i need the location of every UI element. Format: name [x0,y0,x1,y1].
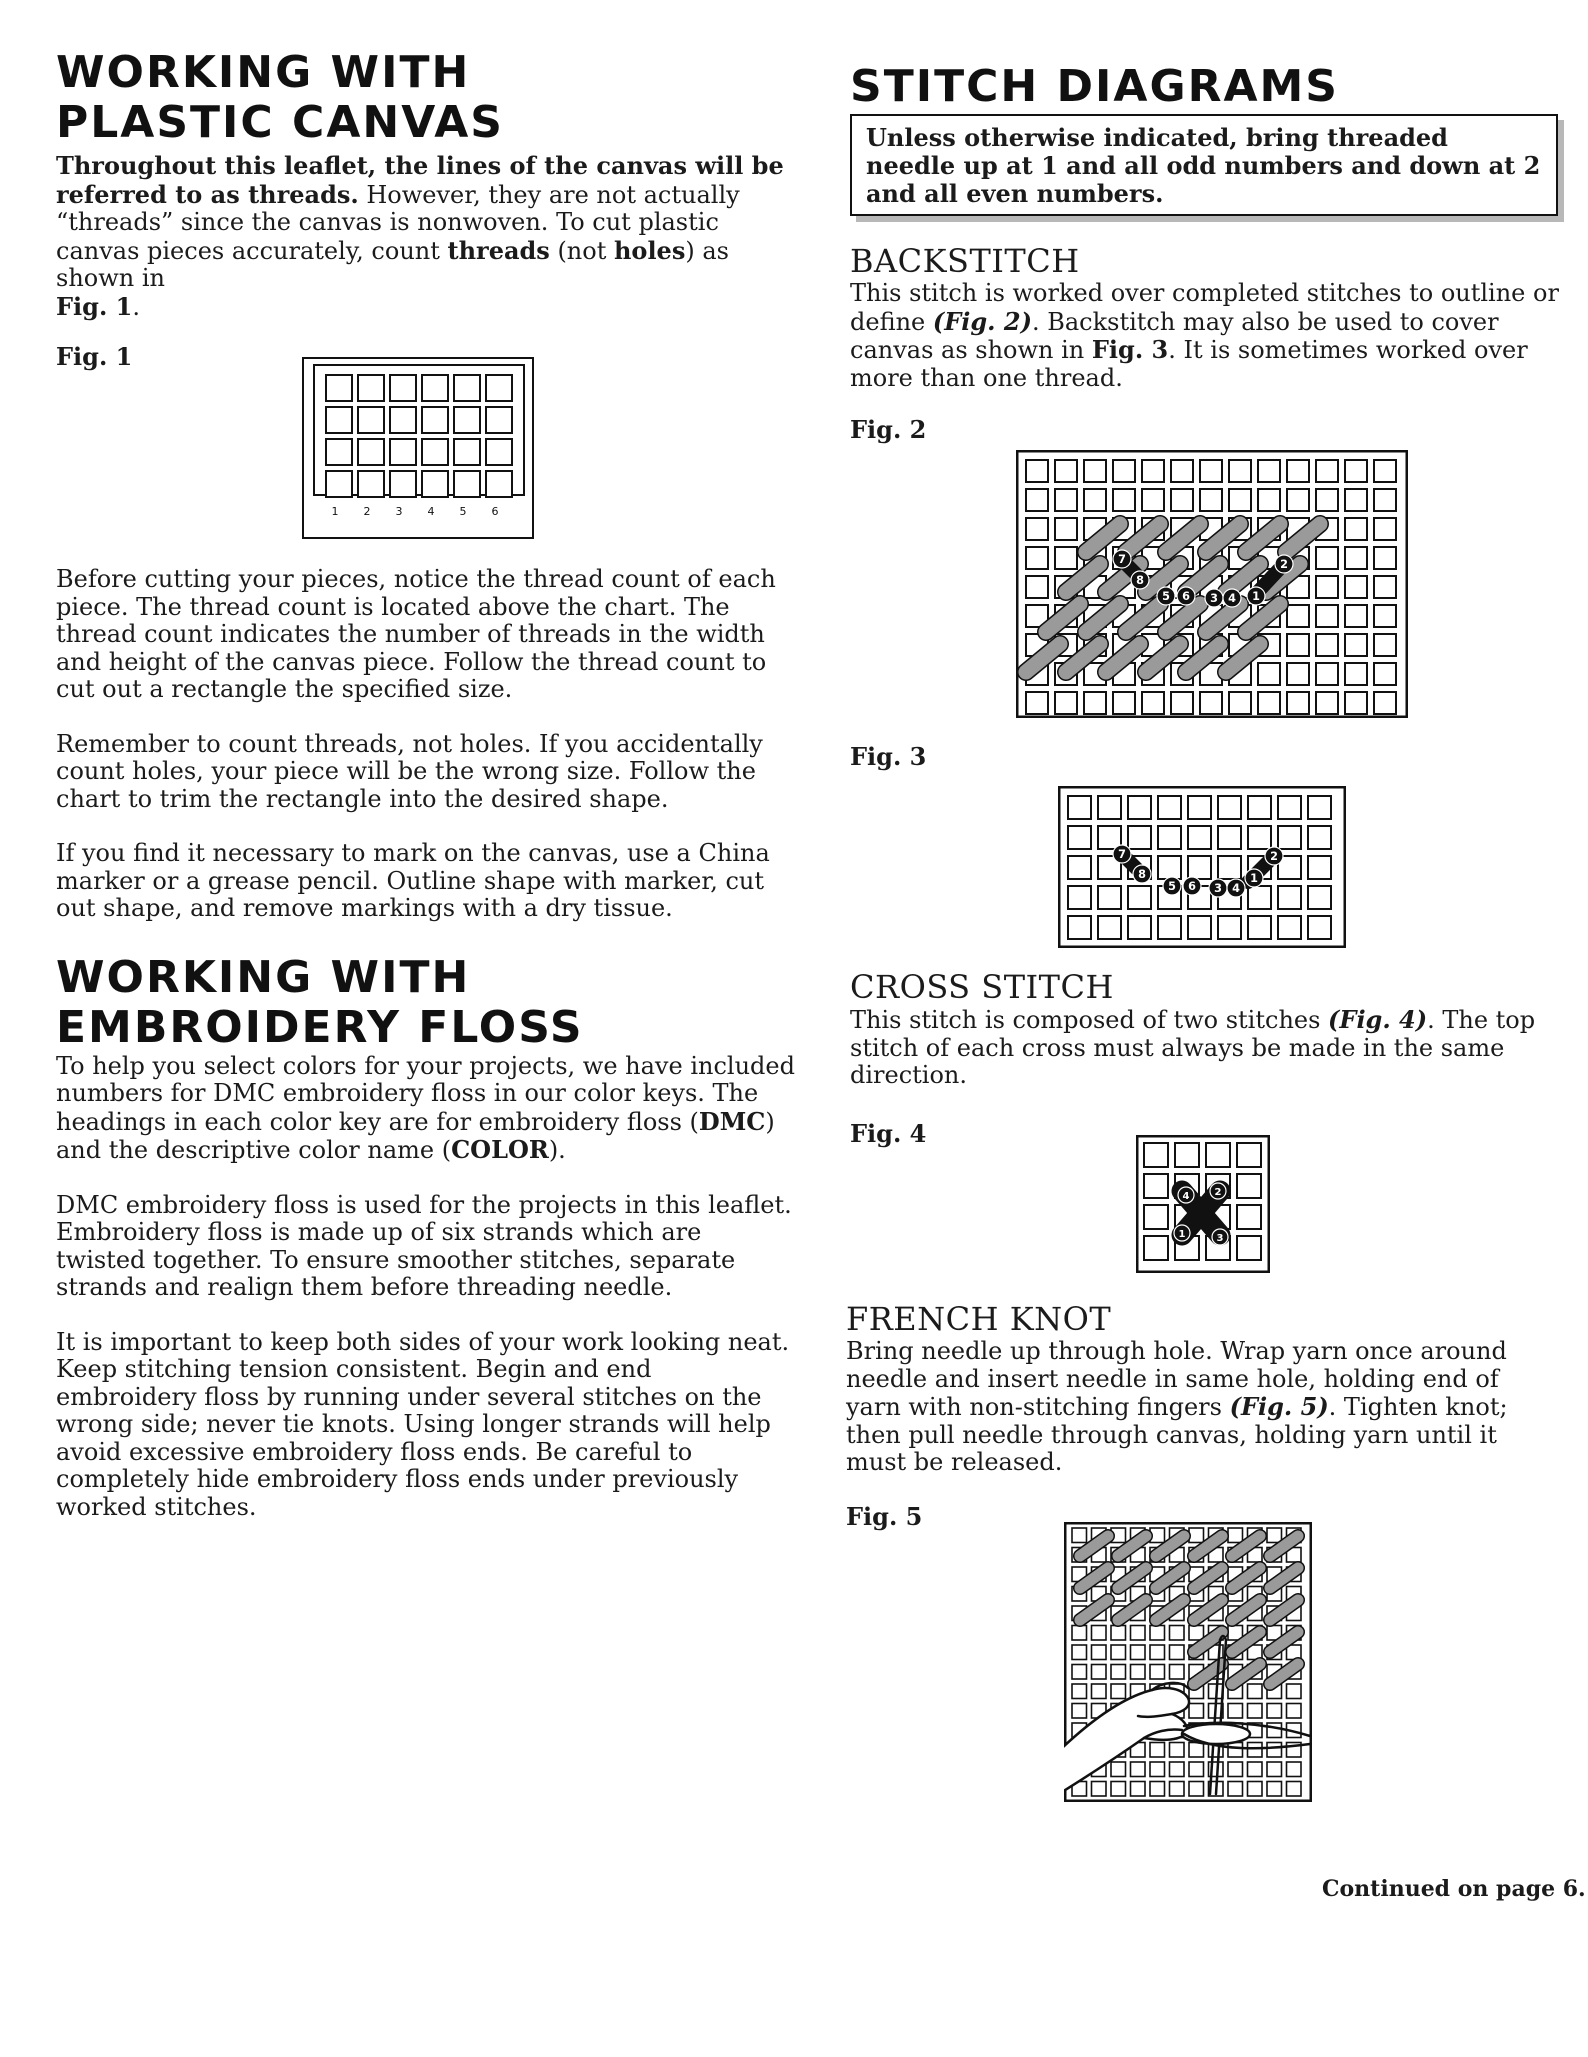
cross-stitch-section [850,968,1560,1147]
canvas-hole [1144,1236,1168,1260]
canvas-hole [1072,1645,1087,1660]
stitch-number: 3 [1210,592,1218,605]
canvas-hole [1098,886,1121,909]
canvas-hole [422,375,448,401]
canvas-hole [326,407,352,433]
canvas-hole [1113,460,1135,482]
canvas-hole [1084,692,1106,714]
canvas-hole [1200,489,1222,511]
canvas-hole [1374,460,1396,482]
canvas-hole [1189,1528,1204,1543]
canvas-hole [1055,692,1077,714]
canvas-hole [486,375,512,401]
canvas-hole [1228,1743,1243,1758]
canvas-hole [422,471,448,497]
canvas-hole [1345,692,1367,714]
fig5-french-knot-diagram [1064,1522,1312,1802]
stitch-number: 8 [1136,574,1144,587]
canvas-hole [1308,796,1331,819]
canvas-hole [1237,1143,1261,1167]
canvas-hole [486,471,512,497]
intro-text: (not [549,236,614,265]
intro-threads: threads [447,235,550,265]
stitch-number: 5 [1168,880,1176,893]
canvas-hole [1068,856,1091,879]
canvas-hole [1072,1684,1087,1699]
canvas-hole [1170,1782,1185,1797]
canvas-hole [326,375,352,401]
canvas-hole [1188,796,1211,819]
fig1-number: 3 [395,505,403,518]
canvas-hole [390,471,416,497]
paragraph-thread-count: Before cutting your pieces, notice the thread count of each piece. The thread count is located above the chart. The thread count indicates the number of threads in the width and height of the canvas piece. Follow the thread count to cut out a rectangle the specified size. [56,565,776,703]
heading-line: PLASTIC CANVAS [56,97,504,148]
canvas-hole [1316,692,1338,714]
canvas-hole [1084,460,1106,482]
canvas-hole [1374,605,1396,627]
fig1-number: 1 [331,505,339,518]
canvas-hole [326,471,352,497]
canvas-hole [1055,518,1077,540]
canvas-hole [1229,460,1251,482]
continued-note: Continued on page 6. [1322,1876,1586,1902]
canvas-hole [1345,518,1367,540]
canvas-hole [1150,1762,1165,1777]
instruction-note-box [850,114,1558,216]
canvas-hole [1131,1626,1146,1641]
canvas-hole [1316,605,1338,627]
canvas-hole [1267,1743,1282,1758]
canvas-hole [1098,796,1121,819]
canvas-hole [1374,692,1396,714]
canvas-hole [1374,634,1396,656]
canvas-hole [1258,489,1280,511]
stitch-number: 2 [1214,1187,1222,1198]
canvas-hole [390,375,416,401]
cross-stitch-paragraph [850,1006,1560,1090]
canvas-hole [1228,1528,1243,1543]
heading-line: EMBROIDERY FLOSS [56,1001,584,1053]
fig1-canvas-diagram [302,357,534,539]
intro-bold: Throughout this leaflet, the lines of the canvas will be referred to as threads. [56,151,784,209]
canvas-hole [1308,856,1331,879]
canvas-hole [1026,692,1048,714]
canvas-hole [1345,605,1367,627]
floss-paragraph-1 [56,1053,796,1165]
canvas-hole [1188,916,1211,939]
canvas-hole [1068,886,1091,909]
fig1-number: 6 [491,505,499,518]
floss-dmc: DMC [698,1106,766,1136]
canvas-hole [1142,460,1164,482]
canvas-hole [1374,489,1396,511]
canvas-hole [1258,460,1280,482]
canvas-hole [1267,1704,1282,1719]
canvas-hole [1248,1782,1263,1797]
stitch-number: 4 [1232,882,1240,895]
canvas-hole [1068,916,1091,939]
fig4-label: Fig. 4 [850,1118,927,1148]
canvas-hole [1316,460,1338,482]
canvas-hole [1189,1762,1204,1777]
canvas-hole [1144,1143,1168,1167]
heading-stitch-diagrams: STITCH DIAGRAMS [850,61,1339,112]
stitch-number: 6 [1188,880,1196,893]
canvas-hole [1308,886,1331,909]
canvas-hole [1228,1782,1243,1797]
canvas-hole [1287,1782,1302,1797]
canvas-hole [1229,692,1251,714]
canvas-hole [1131,1762,1146,1777]
note-text: 2 [1523,151,1541,180]
canvas-hole [1237,1205,1261,1229]
french-knot-section [846,1300,1560,1530]
canvas-hole [1072,1626,1087,1641]
canvas-hole [1170,1626,1185,1641]
canvas-hole [1171,489,1193,511]
note-text: Unless otherwise indicated, bring threaded needle up at [866,123,1448,180]
canvas-hole [1267,1723,1282,1738]
canvas-hole [326,439,352,465]
canvas-hole [1144,1174,1168,1198]
canvas-hole [1128,886,1151,909]
canvas-hole [1142,489,1164,511]
canvas-hole [1316,489,1338,511]
backstitch-fig-ref: Fig. 3 [1091,335,1169,364]
canvas-hole [1092,1684,1107,1699]
canvas-hole [1068,796,1091,819]
paragraph-marking: If you find it necessary to mark on the canvas, use a China marker or a grease pencil. Outline shape with marker, cut out shape, and remove markings with a dry tissue. [56,839,770,922]
canvas-hole [486,407,512,433]
canvas-hole [1248,1704,1263,1719]
canvas-hole [1308,826,1331,849]
fig1-number: 2 [363,505,371,518]
canvas-hole [1111,1645,1126,1660]
canvas-hole [1111,1626,1126,1641]
canvas-hole [1026,576,1048,598]
stitch-number: 7 [1118,553,1126,566]
canvas-hole [1258,663,1280,685]
canvas-hole [1374,518,1396,540]
canvas-hole [1171,460,1193,482]
canvas-hole [454,407,480,433]
canvas-hole [1287,692,1309,714]
left-column [56,48,796,371]
floss-paragraph-2: DMC embroidery floss is used for the projects in this leaflet. Embroidery floss is made up of six strands which are twisted together. To ensure smoother stitches, separate strands and realign them before threading needle. [56,1190,792,1301]
canvas-hole [390,439,416,465]
fig2-label: Fig. 2 [850,415,927,444]
canvas-hole [358,375,384,401]
canvas-hole [1316,547,1338,569]
floss-text: ). [548,1136,566,1164]
canvas-hole [1150,1626,1165,1641]
fig5-label: Fig. 5 [846,1501,923,1531]
canvas-hole [1267,1762,1282,1777]
cross-fig-ref: (Fig. 4) [1328,1005,1428,1034]
canvas-hole [1072,1704,1087,1719]
stitch-number: 3 [1216,1233,1224,1244]
paragraph-remember: Remember to count threads, not holes. If you accidentally count holes, your piece will be the wrong size. Follow the chart to trim the rectangle into the desired shape. [56,729,763,813]
canvas-hole [1287,663,1309,685]
canvas-hole [1072,1528,1087,1543]
stitch-number: 8 [1138,868,1146,881]
intro-paragraph [56,152,796,321]
canvas-hole [1278,796,1301,819]
stitch-number: 5 [1162,590,1170,603]
canvas-hole [1111,1762,1126,1777]
canvas-hole [1287,1704,1302,1719]
intro-text: ) as shown in [56,236,729,292]
canvas-hole [1171,692,1193,714]
cross-stitch-title: CROSS STITCH [850,968,1114,1006]
canvas-hole [1188,856,1211,879]
floss-text: ) and the descriptive color name ( [56,1107,775,1164]
note-text: numbers. [1028,179,1164,208]
heading-embroidery-floss [56,953,796,1053]
fig3-label: Fig. 3 [850,742,927,771]
canvas-hole [1345,576,1367,598]
cross-text: . The top stitch of each cross must always be made in the same direction. [850,1006,1536,1089]
canvas-hole [1278,826,1301,849]
canvas-hole [1158,916,1181,939]
canvas-hole [486,439,512,465]
canvas-hole [1150,1743,1165,1758]
floss-color: COLOR [451,1135,549,1164]
canvas-hole [1158,826,1181,849]
stitch-number: 4 [1228,592,1236,605]
canvas-hole [358,407,384,433]
canvas-hole [1189,1626,1204,1641]
canvas-hole [1131,1665,1146,1680]
canvas-hole [1267,1782,1282,1797]
canvas-hole [1188,826,1211,849]
canvas-hole [1189,1782,1204,1797]
canvas-hole [1248,1762,1263,1777]
stitch-number: 2 [1280,558,1288,571]
canvas-hole [454,439,480,465]
canvas-hole [1287,1762,1302,1777]
note-text: even [966,179,1029,208]
heading-line: WORKING WITH [56,47,471,98]
stitch-number: 3 [1214,882,1222,895]
canvas-hole [1128,796,1151,819]
canvas-hole [1092,1626,1107,1641]
canvas-hole [1278,916,1301,939]
cross-text: This stitch is composed of two stitches [850,1006,1329,1034]
fig3-backstitch-diagram [1058,786,1346,948]
canvas-hole [358,471,384,497]
canvas-hole [1248,1684,1263,1699]
stitch-number: 1 [1178,1229,1186,1240]
fig2-backstitch-diagram [1016,450,1408,718]
fig1-label: Fig. 1 [56,342,133,371]
french-knot-title: FRENCH KNOT [846,1300,1112,1338]
left-body [56,566,796,1521]
stitch-number: 7 [1118,848,1126,861]
canvas-hole [1374,547,1396,569]
note-text: 1 [1041,151,1058,180]
canvas-hole [358,439,384,465]
canvas-hole [1248,916,1271,939]
canvas-hole [1248,796,1271,819]
floss-text: To help you select colors for your projects, we have included numbers for DMC embroidery floss in our color keys. The headings in each color key are for embroidery floss ( [56,1051,795,1136]
canvas-hole [1026,547,1048,569]
canvas-hole [1218,796,1241,819]
canvas-hole [1170,1645,1185,1660]
canvas-hole [1111,1684,1126,1699]
canvas-hole [1055,489,1077,511]
canvas-hole [1287,489,1309,511]
floss-paragraph-3: It is important to keep both sides of your work looking neat. Keep stitching tension consistent. Begin and end embroidery floss by running under several stitches on the wrong side; never tie knots. Using longer strands will help avoid excessive embroidery floss ends. Be careful to completely hide embroidery floss ends under previously worked stitches. [56,1327,790,1521]
canvas-hole [390,407,416,433]
canvas-hole [1308,916,1331,939]
canvas-hole [1218,916,1241,939]
intro-text: However, they are not actually “threads” since the canvas is nonwoven. To cut plastic canvas pieces accurately, count [56,180,740,265]
canvas-hole [1345,547,1367,569]
canvas-hole [1092,1782,1107,1797]
heading-line: WORKING WITH [56,951,471,1003]
fig1-number: 4 [427,505,435,518]
canvas-hole [1150,1782,1165,1797]
canvas-hole [1111,1665,1126,1680]
canvas-hole [1092,1665,1107,1680]
canvas-hole [422,439,448,465]
note-text: numbers and down at [1216,151,1524,180]
canvas-hole [1287,634,1309,656]
canvas-hole [1200,692,1222,714]
canvas-hole [1158,796,1181,819]
intro-text: . [132,292,140,321]
canvas-hole [1248,886,1271,909]
canvas-hole [1068,826,1091,849]
canvas-hole [1055,460,1077,482]
canvas-hole [1248,826,1271,849]
canvas-hole [1218,826,1241,849]
canvas-hole [1144,1205,1168,1229]
canvas-hole [1092,1645,1107,1660]
canvas-hole [1113,489,1135,511]
canvas-hole [454,375,480,401]
canvas-hole [1228,1704,1243,1719]
canvas-hole [1026,518,1048,540]
canvas-hole [1228,1762,1243,1777]
stitch-number: 6 [1182,590,1190,603]
canvas-hole [1267,1528,1282,1543]
backstitch-text: This stitch is worked over completed stitches to outline or define [850,279,1559,336]
backstitch-text: . Backstitch may also be used to cover canvas as shown in [850,307,1499,364]
intro-fig-ref: Fig. 1 [56,291,133,321]
canvas-hole [1345,663,1367,685]
canvas-hole [1229,489,1251,511]
canvas-hole [1098,916,1121,939]
canvas-hole [1374,663,1396,685]
canvas-hole [1170,1743,1185,1758]
canvas-hole [422,407,448,433]
french-text: Bring needle up through hole. Wrap yarn once around needle and insert needle in same hole, holding end of yarn with non-stitching fingers [846,1337,1507,1421]
backstitch-paragraph [850,280,1560,392]
canvas-hole [1345,634,1367,656]
canvas-hole [1287,1684,1302,1699]
canvas-hole [1345,460,1367,482]
canvas-hole [1175,1143,1199,1167]
canvas-hole [1150,1665,1165,1680]
canvas-hole [1142,692,1164,714]
canvas-hole [1150,1645,1165,1660]
fig4-cross-stitch-diagram [1136,1135,1270,1273]
canvas-hole [1084,489,1106,511]
canvas-hole [1218,856,1241,879]
canvas-hole [1287,460,1309,482]
canvas-hole [1170,1762,1185,1777]
canvas-hole [1345,489,1367,511]
canvas-hole [1316,634,1338,656]
canvas-hole [1189,1743,1204,1758]
canvas-hole [1200,460,1222,482]
backstitch-text: . It is sometimes worked over more than one thread. [850,336,1528,392]
canvas-hole [1026,460,1048,482]
canvas-hole [1278,886,1301,909]
canvas-hole [1128,826,1151,849]
canvas-hole [1316,576,1338,598]
french-knot-paragraph [846,1338,1560,1477]
canvas-hole [1170,1665,1185,1680]
canvas-hole [1316,663,1338,685]
canvas-hole [1189,1704,1204,1719]
stitch-number: 1 [1252,590,1260,603]
canvas-hole [1128,916,1151,939]
fig1-number: 5 [459,505,467,518]
canvas-hole [1072,1665,1087,1680]
note-text: and all [866,179,967,208]
note-text: and all [1057,151,1167,180]
canvas-hole [1026,489,1048,511]
stitch-number: 4 [1182,1191,1190,1202]
stitch-number: 1 [1250,872,1258,885]
right-column [850,62,1560,444]
canvas-hole [1237,1236,1261,1260]
canvas-hole [1248,1743,1263,1758]
stitch-number: 2 [1270,850,1278,863]
canvas-hole [1055,547,1077,569]
canvas-hole [1206,1143,1230,1167]
intro-holes: holes [613,235,686,265]
canvas-hole [454,471,480,497]
backstitch-fig-ref: (Fig. 2) [932,306,1032,336]
canvas-hole [1258,692,1280,714]
canvas-hole [1158,856,1181,879]
french-text: . Tighten knot; then pull needle through canvas, holding yarn until it must be released. [846,1393,1508,1476]
french-fig-ref: (Fig. 5) [1229,1392,1329,1421]
canvas-hole [1111,1782,1126,1797]
canvas-hole [1287,605,1309,627]
canvas-hole [1131,1645,1146,1660]
heading-plastic-canvas [56,48,796,148]
canvas-hole [1113,692,1135,714]
canvas-hole [1374,576,1396,598]
canvas-hole [1237,1174,1261,1198]
note-text: odd [1166,151,1217,180]
canvas-hole [1131,1782,1146,1797]
backstitch-title: BACKSTITCH [850,242,1080,280]
